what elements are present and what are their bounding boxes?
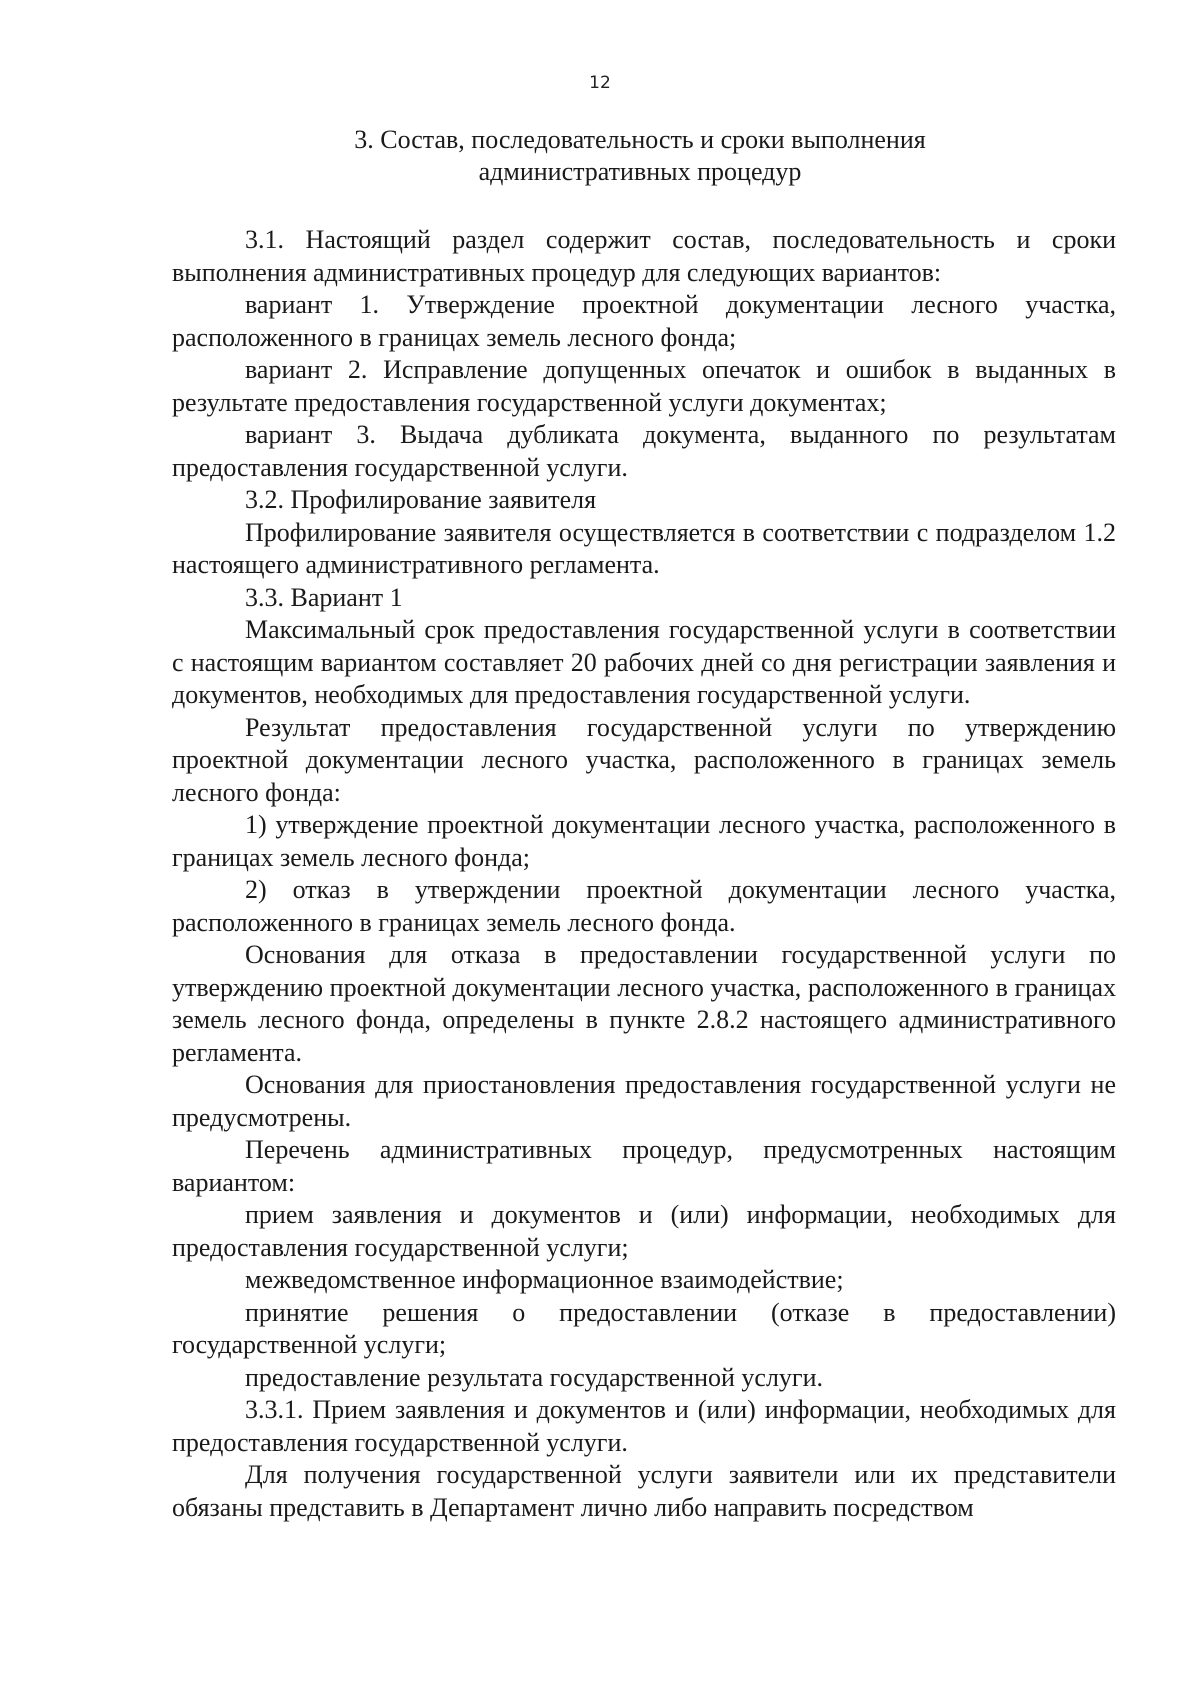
paragraph-max-term: Максимальный срок предоставления государственной услуги в соответствии с настоящим вариантом составляет 20 рабочих дней со дня регистрации заявления и документов, необходимых для предоставления государственной услуги. [172,615,1116,709]
paragraph-3-1: 3.1. Настоящий раздел содержит состав, последовательность и сроки выполнения административных процедур для следующих вариантов: [172,225,1116,287]
paragraph-result-item-1: 1) утверждение проектной документации лесного участка, расположенного в границах земель лесного фонда; [172,810,1116,872]
section-title-line-1: 3. Состав, последовательность и сроки выполнения [354,125,926,154]
paragraph-procedure-interaction: межведомственное информационное взаимодействие; [245,1265,844,1294]
paragraph-procedures-list: Перечень административных процедур, предусмотренных настоящим вариантом: [172,1135,1116,1197]
paragraph-applicants: Для получения государственной услуги заявители или их представители обязаны представить в Департамент лично либо направить посредством [172,1460,1116,1522]
paragraph-result: Результат предоставления государственной услуги по утверждению проектной документации лесного участка, расположенного в границах земель лесного фонда: [172,712,1116,807]
paragraph-result-item-2: 2) отказ в утверждении проектной документации лесного участка, расположенного в границах земель лесного фонда. [172,875,1116,937]
body-text [172,224,1116,1524]
paragraph-suspension-grounds: Основания для приостановления предоставления государственной услуги не предусмотрены. [172,1070,1116,1132]
page-number: 12 [589,73,611,93]
paragraph-3-2-heading: 3.2. Профилирование заявителя [245,485,597,514]
paragraph-3-3-heading: 3.3. Вариант 1 [245,582,403,612]
paragraph-procedure-decision: принятие решения о предоставлении (отказе в предоставлении) государственной услуги; [172,1297,1116,1359]
section-title [160,124,1120,188]
paragraph-procedure-reception: прием заявления и документов и (или) информации, необходимых для предоставления государственной услуги; [172,1200,1116,1262]
section-title-line-2: административных процедур [478,157,802,186]
paragraph-refusal-grounds: Основания для отказа в предоставлении государственной услуги по утверждению проектной документации лесного участка, расположенного в границах земель лесного фонда, определены в пункте 2.8.2 настоящего административного регламента. [172,940,1116,1067]
paragraph-variant-3: вариант 3. Выдача дубликата документа, выданного по результатам предоставления государственной услуги. [172,420,1116,482]
paragraph-procedure-result: предоставление результата государственной услуги. [245,1362,824,1392]
paragraph-variant-2: вариант 2. Исправление допущенных опечаток и ошибок в выданных в результате предоставления государственной услуги документах; [172,355,1116,417]
paragraph-variant-1: вариант 1. Утверждение проектной документации лесного участка, расположенного в границах земель лесного фонда; [172,290,1116,352]
paragraph-profiling: Профилирование заявителя осуществляется в соответствии с подразделом 1.2 настоящего административного регламента. [172,517,1116,579]
paragraph-3-3-1: 3.3.1. Прием заявления и документов и (или) информации, необходимых для предоставления государственной услуги. [172,1395,1116,1457]
